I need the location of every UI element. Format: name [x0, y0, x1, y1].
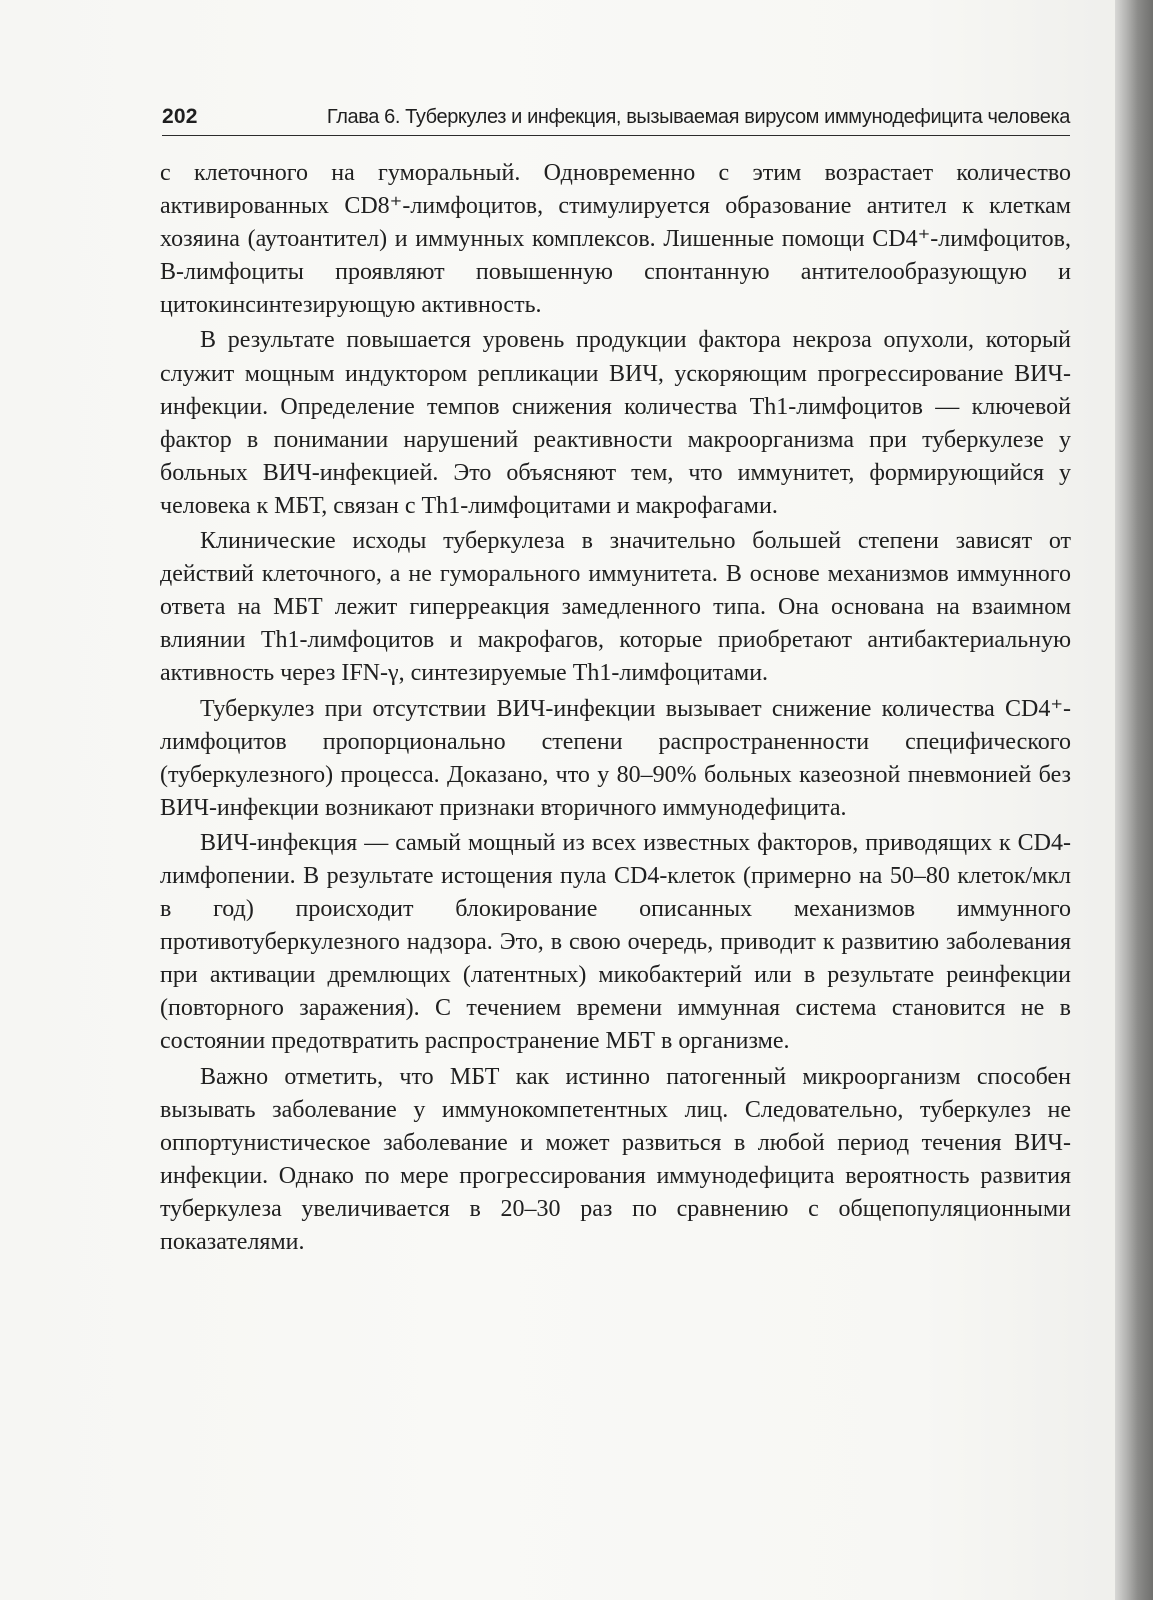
paragraph: ВИЧ-инфекция — самый мощный из всех известных факторов, приводящих к CD4-лимфопении. В результате истощения пула CD4-клеток (примерно на 50–80 клеток/мкл в год) происходит блокирование описанных механизмов иммунного противотуберкулезного надзора. Это, в свою очередь, приводит к развитию заболевания при активации дремлющих (латентных) микобактерий или в результате реинфекции (повторного заражения). С течением времени иммунная система становится не в состоянии предотвратить распространение МБТ в организме.: [160, 829, 1071, 1055]
paragraph: В результате повышается уровень продукции фактора некроза опухоли, который служит мощным индуктором репликации ВИЧ, ускоряющим прогрессирование ВИЧ-инфекции. Определение темпов снижения количества Th1-лимфоцитов — ключевой фактор в понимании нарушений реактивности макроорганизма при туберкулезе у больных ВИЧ-инфекцией. Это объясняют тем, что иммунитет, формирующийся у человека к МБТ, связан с Th1-лимфоцитами и макрофагами.: [160, 327, 1071, 519]
body-text: [160, 157, 1071, 1261]
running-title: Глава 6. Туберкулез и инфекция, вызываемая вирусом иммунодефицита человека: [326, 106, 1070, 128]
page-number: 202: [162, 105, 198, 128]
paragraph: Важно отметить, что МБТ как истинно патогенный микроорганизм способен вызывать заболевание у иммунокомпетентных лиц. Следовательно, туберкулез не оппортунистическое заболевание и может развиться в любой период течения ВИЧ-инфекции. Однако по мере прогрессирования иммунодефицита вероятность развития туберкулеза увеличивается в 20–30 раз по сравнению с общепопуляционными показателями.: [160, 1063, 1071, 1255]
running-header: [162, 103, 1070, 136]
paragraph: Туберкулез при отсутствии ВИЧ-инфекции вызывает снижение количества CD4⁺-лимфоцитов пропорционально степени распространенности специфического (туберкулезного) процесса. Доказано, что у 80–90% больных казеозной пневмонией без ВИЧ-инфекции возникают признаки вторичного иммунодефицита.: [160, 695, 1071, 821]
paragraph: Клинические исходы туберкулеза в значительно большей степени зависят от действий клеточного, а не гуморального иммунитета. В основе механизмов иммунного ответа на МБТ лежит гиперреакция замедленного типа. Она основана на взаимном влиянии Th1-лимфоцитов и макрофагов, которые приобретают антибактериальную активность через IFN-γ, синтезируемые Th1-лимфоцитами.: [160, 528, 1071, 687]
paragraph: с клеточного на гуморальный. Одновременно с этим возрастает количество активированных CD8⁺-лимфоцитов, стимулируется образование антител к клеткам хозяина (аутоантител) и иммунных комплексов. Лишенные помощи CD4⁺-лимфоцитов, В-лимфоциты проявляют повышенную спонтанную антителообразующую и цитокинсинтезирующую активность.: [160, 160, 1071, 319]
page-gutter-shadow: [1115, 0, 1153, 1600]
